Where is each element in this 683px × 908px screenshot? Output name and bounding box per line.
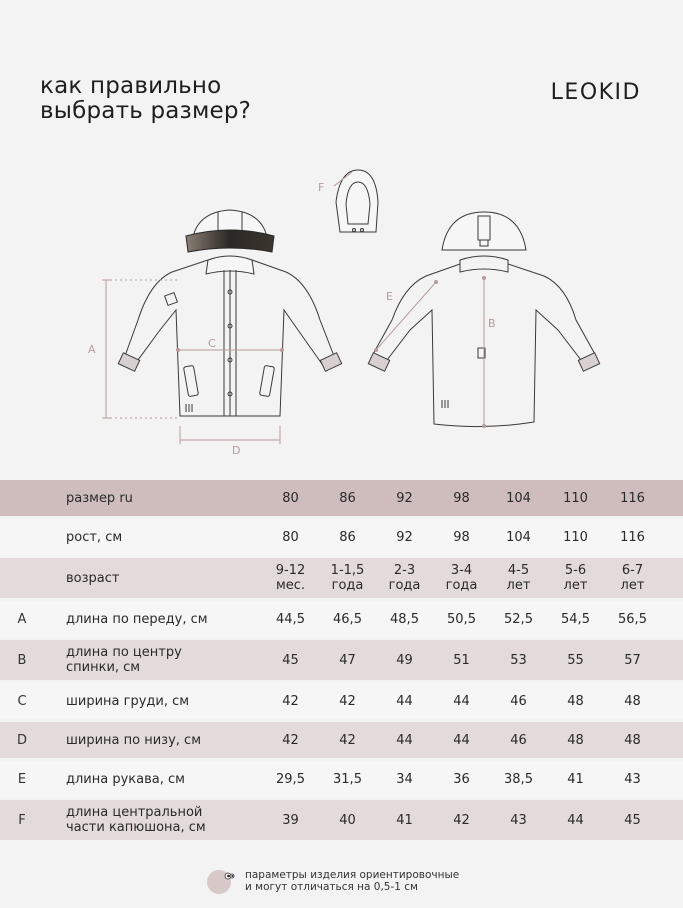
table-cell: 54,5 — [561, 611, 590, 627]
table-cell: 47 — [339, 652, 356, 668]
table-cell: 98 — [453, 529, 470, 545]
table-cell: 46 — [510, 693, 527, 709]
table-cell: 41 — [567, 771, 584, 787]
label-c: C — [208, 337, 216, 350]
table-cell: 48,5 — [390, 611, 419, 627]
table-row — [0, 640, 683, 680]
table-cell: 55 — [567, 652, 584, 668]
table-cell: 45 — [282, 652, 299, 668]
table-row — [0, 761, 683, 797]
table-cell: 48 — [567, 693, 584, 709]
row-label: рост, см — [66, 529, 123, 545]
table-cell: 86 — [339, 529, 356, 545]
table-cell: 104 — [506, 529, 531, 545]
table-header-row — [0, 480, 683, 516]
table-cell: 53 — [510, 652, 527, 668]
table-cell: 43 — [624, 771, 641, 787]
table-cell: 43 — [510, 812, 527, 828]
table-cell: 44 — [453, 693, 470, 709]
table-cell: 50,5 — [447, 611, 476, 627]
table-cell: 44 — [396, 693, 413, 709]
table-cell: 42 — [282, 693, 299, 709]
table-cell: 110 — [563, 490, 588, 506]
footnote — [205, 866, 459, 896]
table-cell: 39 — [282, 812, 299, 828]
label-b: B — [488, 317, 496, 330]
table-cell: 2-3 года — [388, 563, 421, 593]
table-cell: 6-7 лет — [620, 563, 645, 593]
table-cell: 38,5 — [504, 771, 533, 787]
table-cell: 34 — [396, 771, 413, 787]
mascot-icon — [205, 866, 235, 896]
row-letter: D — [16, 732, 27, 748]
table-cell: 86 — [339, 490, 356, 506]
title-line-1: как правильно — [40, 73, 222, 99]
row-letter: B — [17, 652, 27, 668]
row-letter: F — [18, 812, 26, 828]
table-cell: 92 — [396, 529, 413, 545]
table-cell: 3-4 года — [445, 563, 478, 593]
table-cell: 110 — [563, 529, 588, 545]
table-cell: 56,5 — [618, 611, 647, 627]
table-cell: 45 — [624, 812, 641, 828]
table-cell: 49 — [396, 652, 413, 668]
table-cell: 29,5 — [276, 771, 305, 787]
table-cell: 116 — [620, 490, 645, 506]
table-row — [0, 558, 683, 598]
table-cell: 42 — [453, 812, 470, 828]
measurement-rows — [0, 601, 683, 840]
table-cell: 44 — [396, 732, 413, 748]
footnote-line-1: параметры изделия ориентировочные — [245, 869, 460, 881]
table-cell: 44,5 — [276, 611, 305, 627]
table-cell: 80 — [282, 490, 299, 506]
row-label: длина центральной части капюшона, см — [66, 805, 206, 835]
row-label: ширина груди, см — [66, 693, 190, 709]
table-cell: 41 — [396, 812, 413, 828]
table-cell: 44 — [567, 812, 584, 828]
table-row — [0, 683, 683, 719]
table-cell: 36 — [453, 771, 470, 787]
label-e: E — [386, 290, 393, 303]
table-row — [0, 722, 683, 758]
table-row — [0, 800, 683, 840]
table-cell: 1-1,5 года — [330, 563, 365, 593]
title-line-2: выбрать размер? — [40, 98, 252, 124]
table-cell: 5-6 лет — [563, 563, 588, 593]
table-cell: 116 — [620, 529, 645, 545]
page-title — [40, 74, 251, 124]
table-cell: 31,5 — [333, 771, 362, 787]
jacket-diagram — [0, 160, 683, 470]
table-cell: 80 — [282, 529, 299, 545]
table-cell: 92 — [396, 490, 413, 506]
row-label: возраст — [66, 570, 120, 586]
footnote-line-2: и могут отличаться на 0,5-1 см — [245, 881, 418, 893]
front-jacket — [118, 210, 341, 416]
label-f: F — [318, 181, 325, 194]
table-cell: 42 — [339, 693, 356, 709]
table-cell: 42 — [282, 732, 299, 748]
table-cell: 51 — [453, 652, 470, 668]
row-label: размер ru — [66, 490, 133, 506]
table-cell: 48 — [567, 732, 584, 748]
row-label: длина по переду, см — [66, 611, 208, 627]
label-a: A — [88, 343, 96, 356]
table-cell: 98 — [453, 490, 470, 506]
table-cell: 44 — [453, 732, 470, 748]
table-cell: 48 — [624, 732, 641, 748]
table-cell: 104 — [506, 490, 531, 506]
table-row — [0, 601, 683, 637]
row-label: длина по центру спинки, см — [66, 645, 182, 675]
row-letter: C — [17, 693, 27, 709]
brand-logo: LEOKID — [550, 80, 641, 105]
table-cell: 46 — [510, 732, 527, 748]
size-table — [0, 480, 683, 843]
table-cell: 46,5 — [333, 611, 362, 627]
table-cell: 52,5 — [504, 611, 533, 627]
table-cell: 48 — [624, 693, 641, 709]
label-d: D — [232, 444, 241, 457]
table-cell: 4-5 лет — [506, 563, 531, 593]
table-cell: 57 — [624, 652, 641, 668]
table-cell: 40 — [339, 812, 356, 828]
row-letter: E — [17, 771, 27, 787]
table-row — [0, 519, 683, 555]
table-cell: 9-12 мес. — [275, 563, 306, 593]
row-label: длина рукава, см — [66, 771, 185, 787]
row-letter: A — [17, 611, 27, 627]
table-cell: 42 — [339, 732, 356, 748]
row-label: ширина по низу, см — [66, 732, 202, 748]
